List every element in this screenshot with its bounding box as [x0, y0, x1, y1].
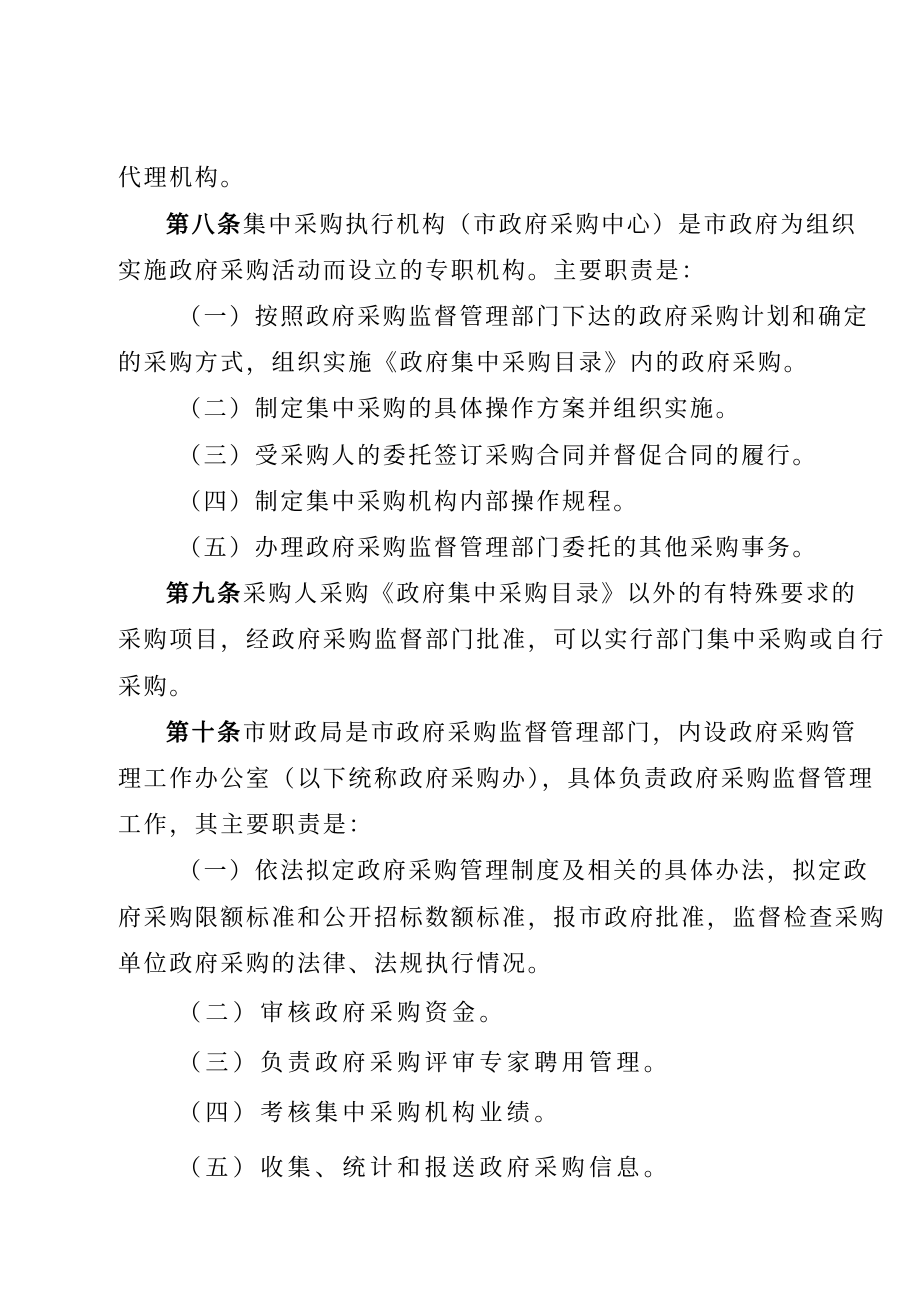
text-line: 的采购方式，组织实施《政府集中采购目录》内的政府采购。	[118, 350, 810, 376]
article-8-line	[166, 210, 857, 240]
text-line: （二）审核政府采购资金。	[178, 1000, 507, 1026]
text-line: 实施政府采购活动而设立的专职机构。主要职责是：	[118, 258, 707, 284]
article-text: 市财政局是市政府采购监督管理部门，内设政府采购管	[242, 720, 858, 746]
text-line: （五）办理政府采购监督管理部门委托的其他采购事务。	[178, 535, 818, 561]
text-line: 工作，其主要职责是：	[118, 812, 374, 838]
article-text: 采购人采购《政府集中采购目录》以外的有特殊要求的	[242, 581, 858, 607]
text-line: （二）制定集中采购的具体操作方案并组织实施。	[178, 396, 742, 422]
text-line: 府采购限额标准和公开招标数额标准，报市政府批准，监督检查采购	[118, 905, 886, 931]
text-line: （五）收集、统计和报送政府采购信息。	[178, 1155, 672, 1181]
text-line: （三）受采购人的委托签订采购合同并督促合同的履行。	[178, 443, 818, 469]
text-line: （三）负责政府采购评审专家聘用管理。	[178, 1050, 672, 1076]
text-line: 采购。	[118, 674, 195, 700]
text-line: （四）考核集中采购机构业绩。	[178, 1100, 562, 1126]
article-text: 集中采购执行机构（市政府采购中心）是市政府为组织	[242, 212, 858, 238]
text-line: 采购项目，经政府采购监督部门批准，可以实行部门集中采购或自行	[118, 627, 886, 653]
text-line: （四）制定集中采购机构内部操作规程。	[178, 489, 639, 515]
article-heading: 第十条	[166, 719, 243, 746]
article-heading: 第九条	[166, 580, 243, 607]
article-9-line	[166, 579, 857, 609]
text-line: （一）按照政府采购监督管理部门下达的政府采购计划和确定	[178, 304, 870, 330]
text-line: （一）依法拟定政府采购管理制度及相关的具体办法，拟定政	[178, 858, 870, 884]
text-line: 理工作办公室（以下统称政府采购办），具体负责政府采购监督管理	[118, 766, 875, 792]
article-10-line	[166, 718, 857, 748]
text-line: 代理机构。	[118, 165, 246, 191]
article-heading: 第八条	[166, 211, 243, 238]
text-line: 单位政府采购的法律、法规执行情况。	[118, 951, 554, 977]
